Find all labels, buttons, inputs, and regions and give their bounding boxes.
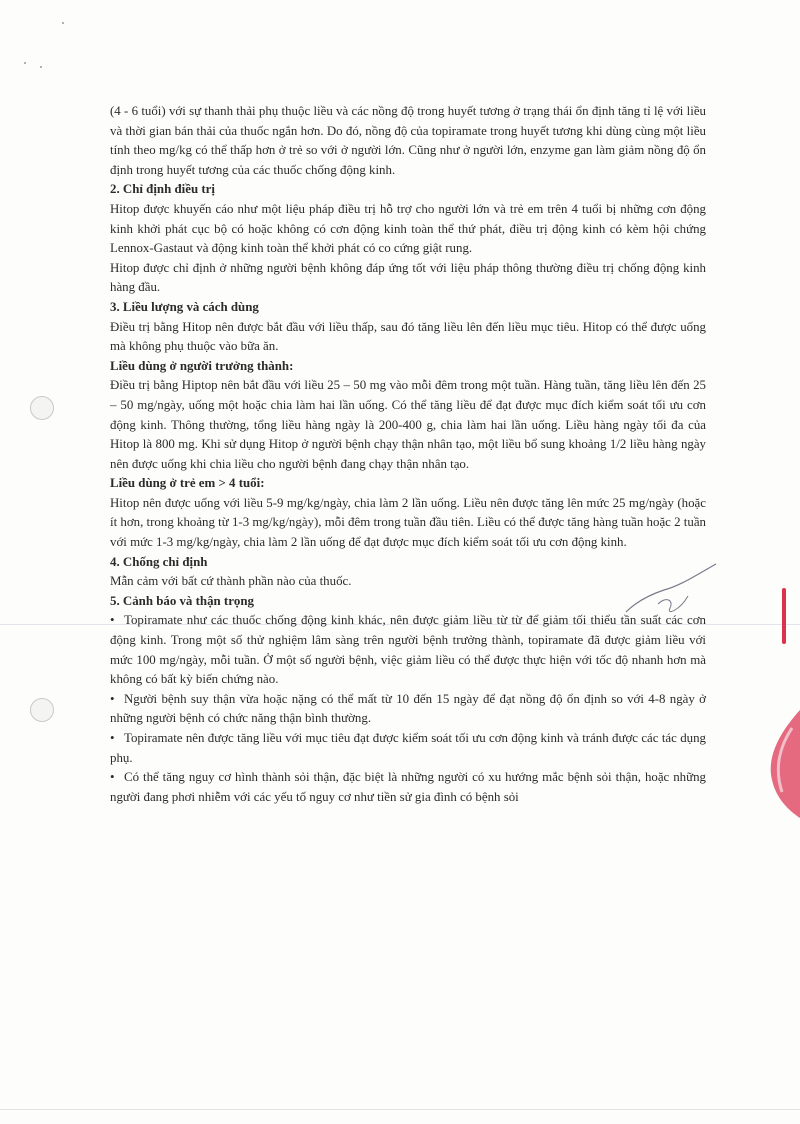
section-heading: 5. Cảnh báo và thận trọng [110, 593, 254, 608]
scan-speck [24, 62, 26, 64]
body-paragraph: (4 - 6 tuổi) với sự thanh thải phụ thuộc liều và các nồng độ trong huyết tương ở trạng thái ổn định tăng tỉ lệ với liều và thời gian bán thải của thuốc ngắn hơn. Do đó, nồng độ của topiramate trong huyết tương khi dùng cùng một liều tính theo mg/kg có thể thấp hơn ở trẻ so với ở người lớn. Cũng như ở người lớn, enzyme gan làm giảm nồng độ ổn định trong huyết tương của các thuốc chống động kinh. [110, 104, 706, 177]
scan-speck [40, 66, 42, 68]
red-seal-fragment [752, 710, 800, 820]
punch-hole [30, 396, 54, 420]
section-heading: 4. Chống chỉ định [110, 554, 208, 569]
bullet-item [110, 768, 706, 807]
body-paragraph: Hitop được khuyến cáo như một liệu pháp điều trị hỗ trợ cho người lớn và trẻ em trên 4 tuổi bị những cơn động kinh khởi phát cục bộ có hoặc không có cơn động kinh toàn thể thứ phát, điều trị động kinh có kèm hội chứng Lennox-Gastaut và động kinh toàn thể khởi phát có co cứng giật rung. [110, 201, 706, 256]
bullet-text: Có thể tăng nguy cơ hình thành sỏi thận, đặc biệt là những người có xu hướng mắc bệnh sỏi thận, hoặc những người đang phơi nhiễm với các yếu tố nguy cơ như tiền sử gia đình có bệnh sỏi [110, 770, 706, 804]
bullet-glyph: • [110, 770, 115, 785]
bullet-text: Người bệnh suy thận vừa hoặc nặng có thể mất từ 10 đến 15 ngày để đạt nồng độ ổn định so với 4-8 ngày ở những người bệnh có chức năng thận bình thường. [110, 691, 706, 726]
bullet-glyph: • [110, 613, 115, 628]
body-paragraph: Mẫn cảm với bất cứ thành phần nào của thuốc. [110, 574, 352, 589]
bullet-text: Topiramate nên được tăng liều với mục tiêu đạt được kiểm soát tối ưu cơn động kinh và tránh được các tác dụng phụ. [110, 731, 706, 765]
body-paragraph: Điều trị bằng Hitop nên được bắt đầu với liều thấp, sau đó tăng liều lên đến liều mục tiêu. Hitop có thể được uống mà không phụ thuộc vào bữa ăn. [110, 319, 706, 354]
section-heading: 3. Liều lượng và cách dùng [110, 299, 259, 314]
bullet-text: Topiramate như các thuốc chống động kinh khác, nên được giảm liều từ từ để giảm tối thiểu tần suất các cơn động kinh. Trong một số thử nghiệm lâm sàng trên người bệnh trưởng thành, topiramate đã được giảm liều với mức 100 mg/ngày, mỗi tuần. Ở một số người bệnh, việc giảm liều có thể được thực hiện với tốc độ nhanh hơn mà không có bất kỳ biến chứng nào. [110, 613, 706, 687]
section-heading: 2. Chỉ định điều trị [110, 182, 215, 197]
bullet-item [110, 690, 706, 729]
ruled-line [0, 1109, 800, 1110]
stamp-mark [782, 588, 786, 644]
bullet-item [110, 611, 706, 689]
section-heading: Liều dùng ở người trưởng thành: [110, 358, 294, 373]
body-paragraph: Hitop nên được uống với liều 5-9 mg/kg/ngày, chia làm 2 lần uống. Liều nên được tăng lên mức 25 mg/ngày (hoặc ít hơn, trong khoảng từ 1-3 mg/kg/ngày), mỗi đêm trong tuần đầu tiên. Liều có thể được tăng hàng tuần hoặc 2 tuần với mức 1-3 mg/kg/ngày, chia làm 2 lần uống để đạt được mục đích kiểm soát tối ưu cơn động kinh. [110, 495, 706, 550]
document-body [110, 102, 706, 807]
bullet-glyph: • [110, 691, 115, 706]
bullet-glyph: • [110, 731, 115, 745]
section-heading: Liều dùng ở trẻ em > 4 tuổi: [110, 476, 265, 491]
body-paragraph: Hitop được chỉ định ở những người bệnh không đáp ứng tốt với liệu pháp thông thường điều trị chống động kinh hàng đầu. [110, 260, 706, 295]
body-paragraph: Điều trị bằng Hiptop nên bắt đầu với liều 25 – 50 mg vào mỗi đêm trong một tuần. Hàng tuần, tăng liều lên đến 25 – 50 mg/ngày, uống một hoặc chia làm hai lần uống. Có thể tăng liều để đạt được mục đích kiểm soát tối ưu cơn động kinh. Thông thường, tổng liều hàng ngày là 200-400 g, chia làm hai lần uống. Liều hàng ngày tối đa của Hitop là 800 mg. Khi sử dụng Hitop ở người bệnh chạy thận nhân tạo, một liều bổ sung khoảng 1/2 liều hàng ngày nên được uống khi chia liều cho người bệnh đang chạy thận nhân tạo. [110, 378, 706, 471]
punch-hole [30, 698, 54, 722]
scan-speck [62, 22, 64, 24]
bullet-item [110, 729, 706, 768]
